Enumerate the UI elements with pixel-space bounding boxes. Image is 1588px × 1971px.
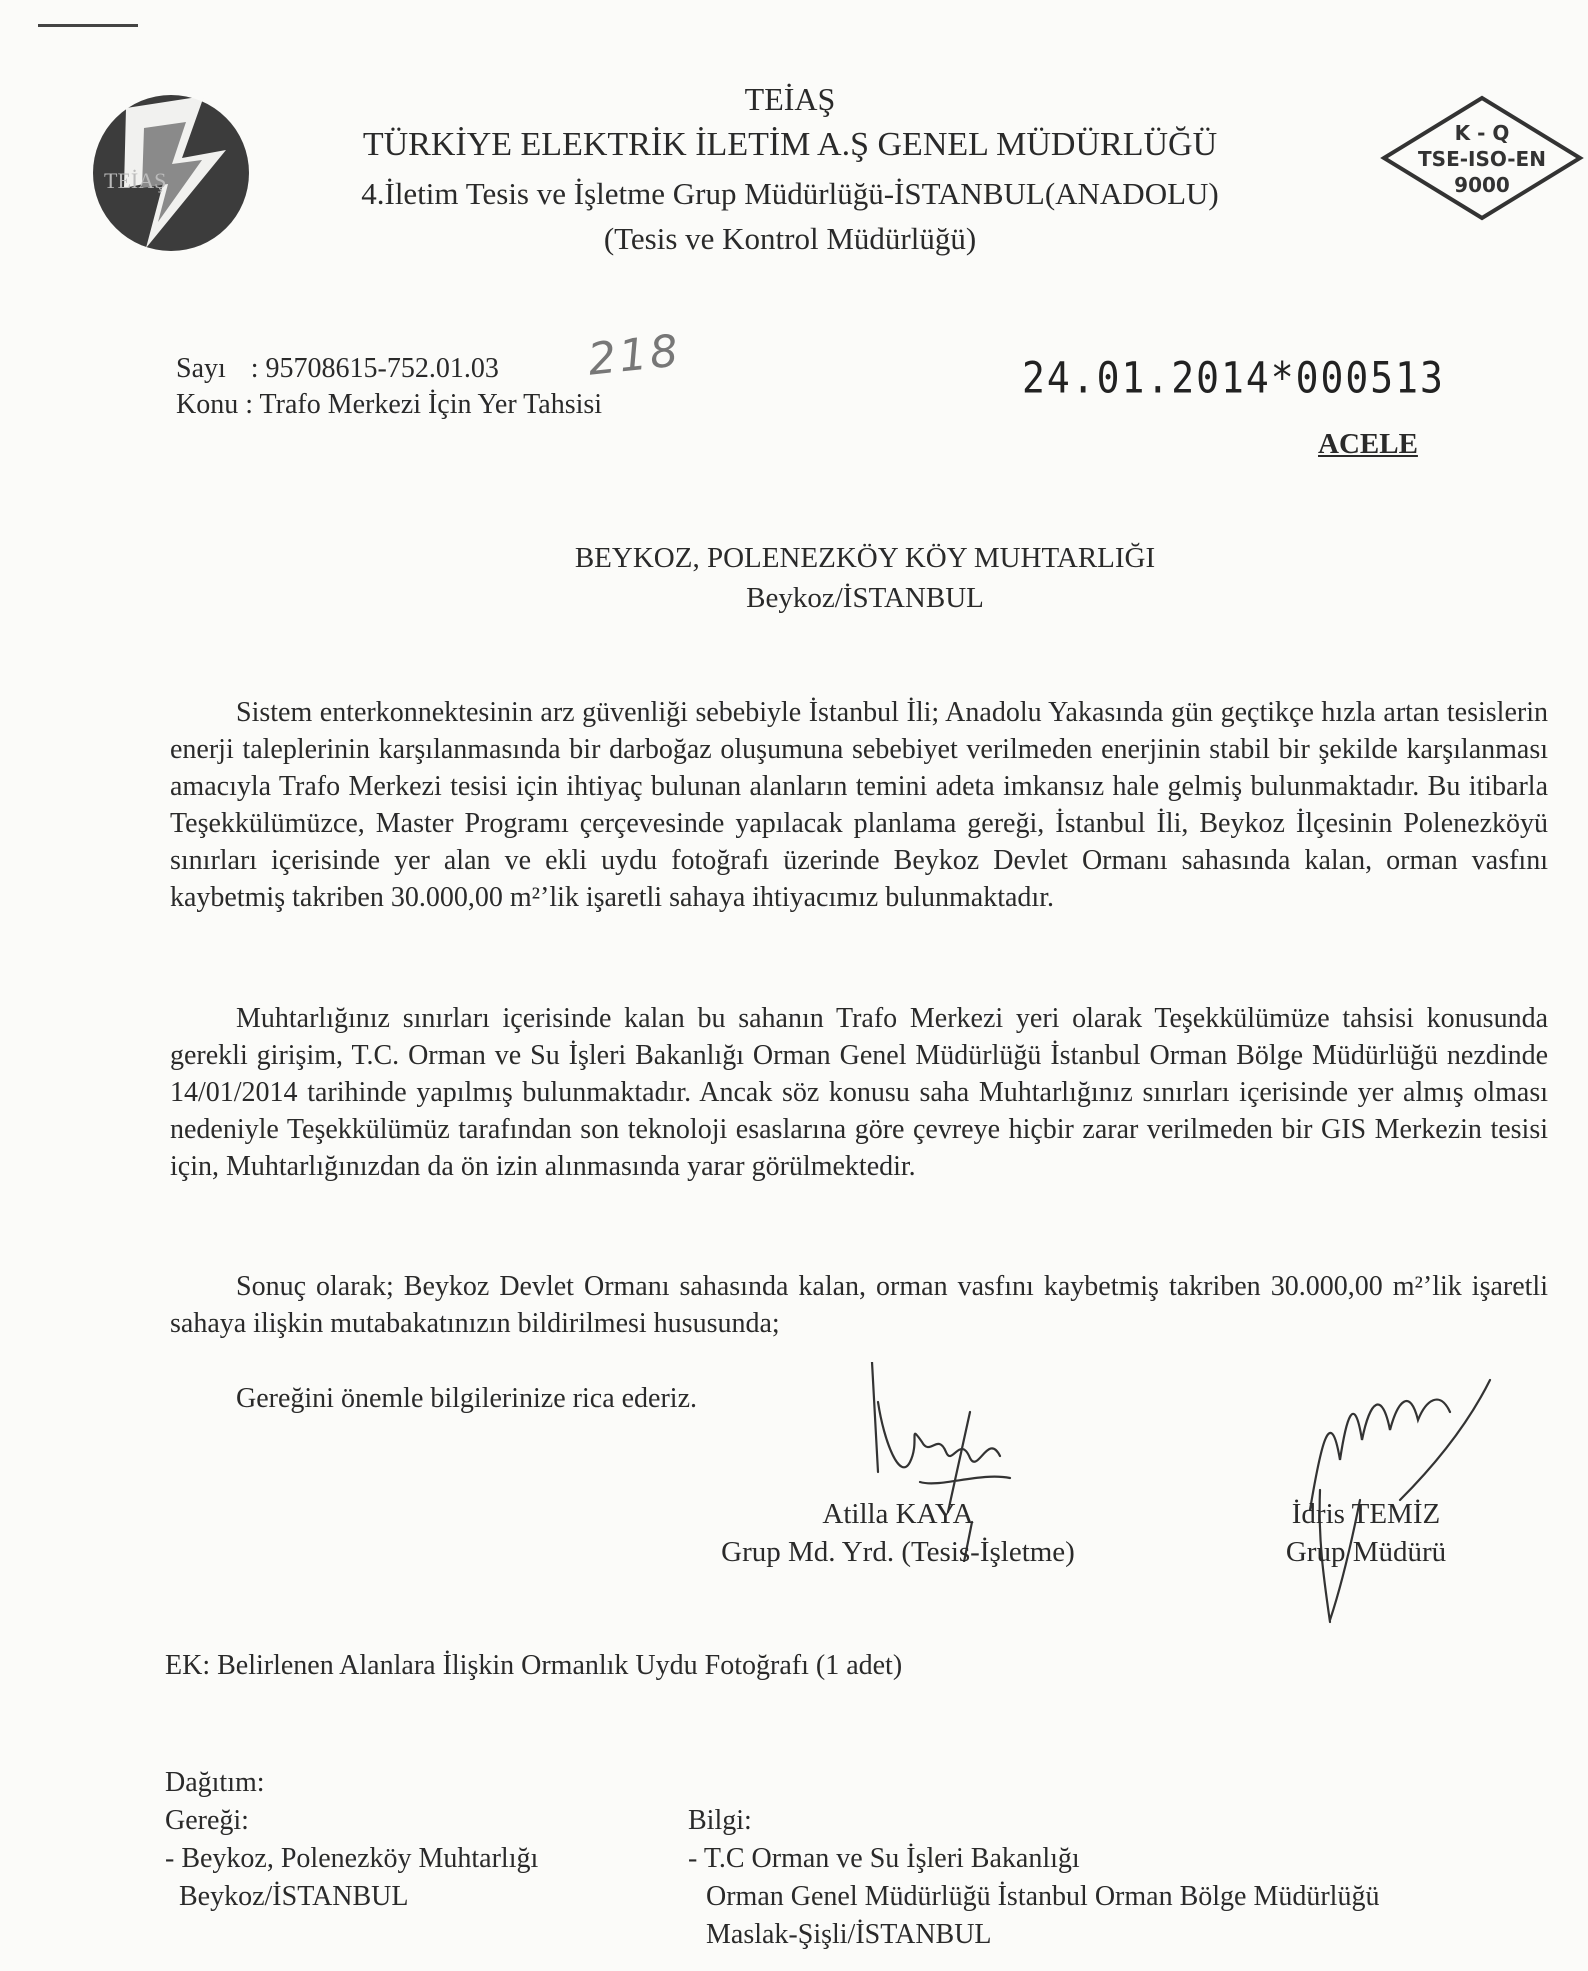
bilgi-location: Maslak-Şişli/İSTANBUL (706, 1919, 992, 1950)
distribution-left (165, 1764, 538, 1916)
geregi-recipient: - Beykoz, Polenezköy Muhtarlığı (165, 1843, 539, 1874)
handwritten-number: 218 (585, 325, 684, 386)
signature-block-2 (1236, 1495, 1496, 1571)
teias-logo (86, 88, 256, 258)
date-stamp: 24.01.2014*000513 (1022, 353, 1445, 403)
paragraph-3-text: Sonuç olarak; Beykoz Devlet Ormanı sahasında kalan, orman vasfını kaybetmiş takriben 30.000,00 m²’lik işaretli sahaya ilişkin mutabakatınızın bildirilmesi hususunda; (170, 1271, 1548, 1339)
signatory-name: Atilla KAYA (822, 1498, 974, 1530)
bilgi-recipient: - T.C Orman ve Su İşleri Bakanlığı (688, 1843, 1080, 1874)
signatory-title: Grup Müdürü (1285, 1536, 1447, 1568)
org-subunit: (Tesis ve Kontrol Müdürlüğü) (603, 221, 977, 256)
bilgi-recipient-line2: Orman Genel Müdürlüğü İstanbul Orman Bölge Müdürlüğü (706, 1881, 1380, 1912)
paragraph-4-text: Gereğini önemle bilgilerinize rica ederiz. (236, 1383, 698, 1414)
svg-text:TEİAŞ: TEİAŞ (104, 168, 167, 193)
geregi-label: Gereği: (165, 1805, 249, 1836)
svg-text:9000: 9000 (1454, 173, 1510, 197)
distribution-title: Dağıtım: (165, 1767, 265, 1798)
recipient-location: Beykoz/İSTANBUL (746, 582, 984, 614)
attachment-note: EK: Belirlenen Alanlara İlişkin Ormanlık Uydu Fotoğrafı (1 adet) (165, 1650, 903, 1681)
paragraph-2-text: Muhtarlığınız sınırları içerisinde kalan bu sahanın Trafo Merkezi yeri olarak Teşekkülümüze tahsisi konusunda gerekli girişim, T.C. Orman ve Su İşleri Bakanlığı Orman Genel Müdürlüğü İstanbul Orman Bölge Müdürlüğü nezdinde 14/01/2014 tarihinde yapılmış bulunmaktadır. Ancak söz konusu saha Muhtarlığınız sınırları içerisinde yer almış olması nedeniyle Teşekkülümüz tarafından son teknoloji esaslarına göre çevreye hiçbir zarar verilmeden bir GIS Merkezin tesisi için, Muhtarlığınızdan da ön izin alınmasında yarar görülmektedir. (170, 1003, 1548, 1182)
org-full-name: TÜRKİYE ELEKTRİK İLETİM A.Ş GENEL MÜDÜRLÜĞÜ (362, 126, 1218, 163)
tse-iso-certification-badge (1376, 94, 1588, 222)
org-unit: 4.İletim Tesis ve İşletme Grup Müdürlüğü-İSTANBUL(ANADOLU) (361, 176, 1219, 211)
konu-value: : Trafo Merkezi İçin Yer Tahsisi (245, 389, 603, 420)
paragraph-1 (170, 694, 1548, 916)
paragraph-1-text: Sistem enterkonnektesinin arz güvenliği sebebiyle İstanbul İli; Anadolu Yakasında gün geçtikçe hızla artan tesislerin enerji taleplerinin karşılanmasında bir darboğaz oluşumuna sebebiyet verilmeden enerjinin stabil bir şekilde karşılanması amacıyla Trafo Merkezi tesisi için ihtiyaç bulunan alanların temini adeta imkansız hale gelmiş bulunmaktadır. Bu itibarla Teşekkülümüzce, Master Programı çerçevesinde yapılacak planlama gereği, İstanbul İli, Beykoz İlçesinin Polenezköyü sınırları içerisinde yer alan ve ekli uydu fotoğrafı üzerinde Beykoz Devlet Ormanı sahasında kalan, orman vasfını kaybetmiş takriben 30.000,00 m²’lik işaretli sahaya ihtiyacımız bulunmaktadır. (170, 697, 1548, 913)
sayi-line (176, 352, 499, 386)
svg-text:TSE-ISO-EN: TSE-ISO-EN (1418, 147, 1546, 171)
sayi-value: : 95708615-752.01.03 (250, 353, 499, 384)
scan-edge-mark (38, 24, 138, 27)
sayi-label: Sayı (176, 353, 226, 384)
org-short-name: TEİAŞ (744, 81, 836, 117)
priority-label: ACELE (1318, 428, 1418, 460)
distribution-right (688, 1802, 1379, 1954)
bilgi-label: Bilgi: (688, 1805, 752, 1836)
signature-block-1 (718, 1495, 1078, 1571)
geregi-location: Beykoz/İSTANBUL (179, 1881, 409, 1912)
paragraph-3 (170, 1268, 1548, 1342)
paragraph-2 (170, 1000, 1548, 1185)
konu-label: Konu (176, 389, 239, 420)
signatory-name: İdris TEMİZ (1291, 1498, 1441, 1530)
svg-text:K - Q: K - Q (1454, 121, 1510, 145)
konu-line (176, 388, 602, 422)
signatory-title: Grup Md. Yrd. (Tesis-İşletme) (721, 1536, 1075, 1568)
recipient-name: BEYKOZ, POLENEZKÖY KÖY MUHTARLIĞI (574, 542, 1156, 574)
